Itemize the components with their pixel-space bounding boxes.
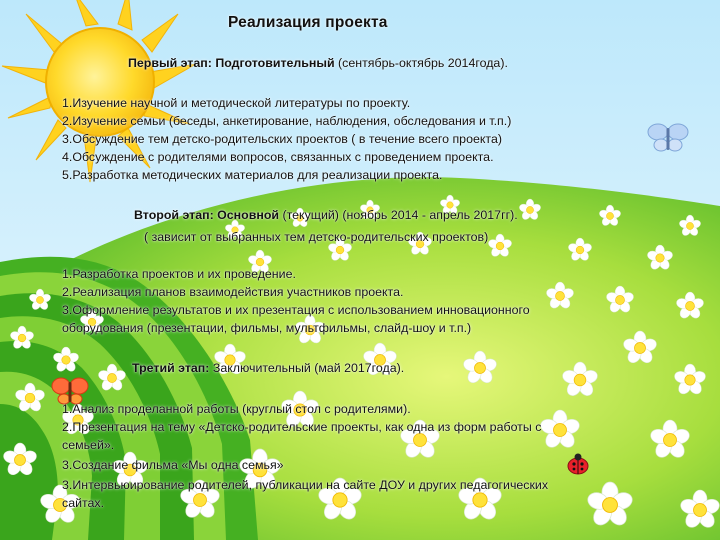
stage1-item: 5.Разработка методических материалов для реализации проекта. — [62, 168, 443, 182]
stage3-item: 3.Создание фильма «Мы одна семья» — [62, 458, 284, 472]
stage1-item: 1.Изучение научной и методической литературы по проекту. — [62, 96, 411, 110]
stage3-item: 2.Презентация на тему «Детско-родительские проекты, как одна из форм работы с — [62, 420, 542, 434]
stage2-item: оборудования (презентации, фильмы, мультфильмы, слайд-шоу и т.п.) — [62, 321, 472, 335]
stage1-item: 3.Обсуждение тем детско-родительских проектов ( в течение всего проекта) — [62, 132, 502, 146]
slide-title: Реализация проекта — [228, 14, 388, 31]
stage3-item: 1.Анализ проделанной работы (круглый стол с родителями). — [62, 402, 411, 416]
stage3-period: Заключительный (май 2017года). — [209, 361, 405, 375]
stage2-item: 1.Разработка проектов и их проведение. — [62, 267, 296, 281]
stage3-item: сайтах. — [62, 496, 105, 510]
stage3-heading: Третий этап: — [132, 361, 210, 375]
stage3-item: семьей». — [62, 438, 115, 452]
stage3-item: 3.Интервьюирование родителей, публикации на сайте ДОУ и других педагогических — [62, 478, 549, 492]
stage2-header — [134, 208, 518, 222]
stage1-header — [128, 56, 508, 70]
stage2-period: (текущий) (ноябрь 2014 - апрель 2017гг). — [279, 208, 518, 222]
stage1-heading: Первый этап: Подготовительный — [128, 56, 335, 70]
stage2-note: ( зависит от выбранных тем детско-родительских проектов) — [144, 230, 489, 244]
stage3-header — [132, 361, 404, 375]
stage1-period: (сентябрь-октябрь 2014года). — [334, 56, 508, 70]
stage2-heading: Второй этап: Основной — [134, 208, 280, 222]
stage2-item: 2.Реализация планов взаимодействия участников проекта. — [62, 285, 404, 299]
stage1-item: 2.Изучение семьи (беседы, анкетирование, наблюдения, обследования и т.п.) — [62, 114, 512, 128]
stage2-item: 3.Оформление результатов и их презентация с использованием инновационного — [62, 303, 530, 317]
stage1-item: 4.Обсуждение с родителями вопросов, связанных с проведением проекта. — [62, 150, 494, 164]
